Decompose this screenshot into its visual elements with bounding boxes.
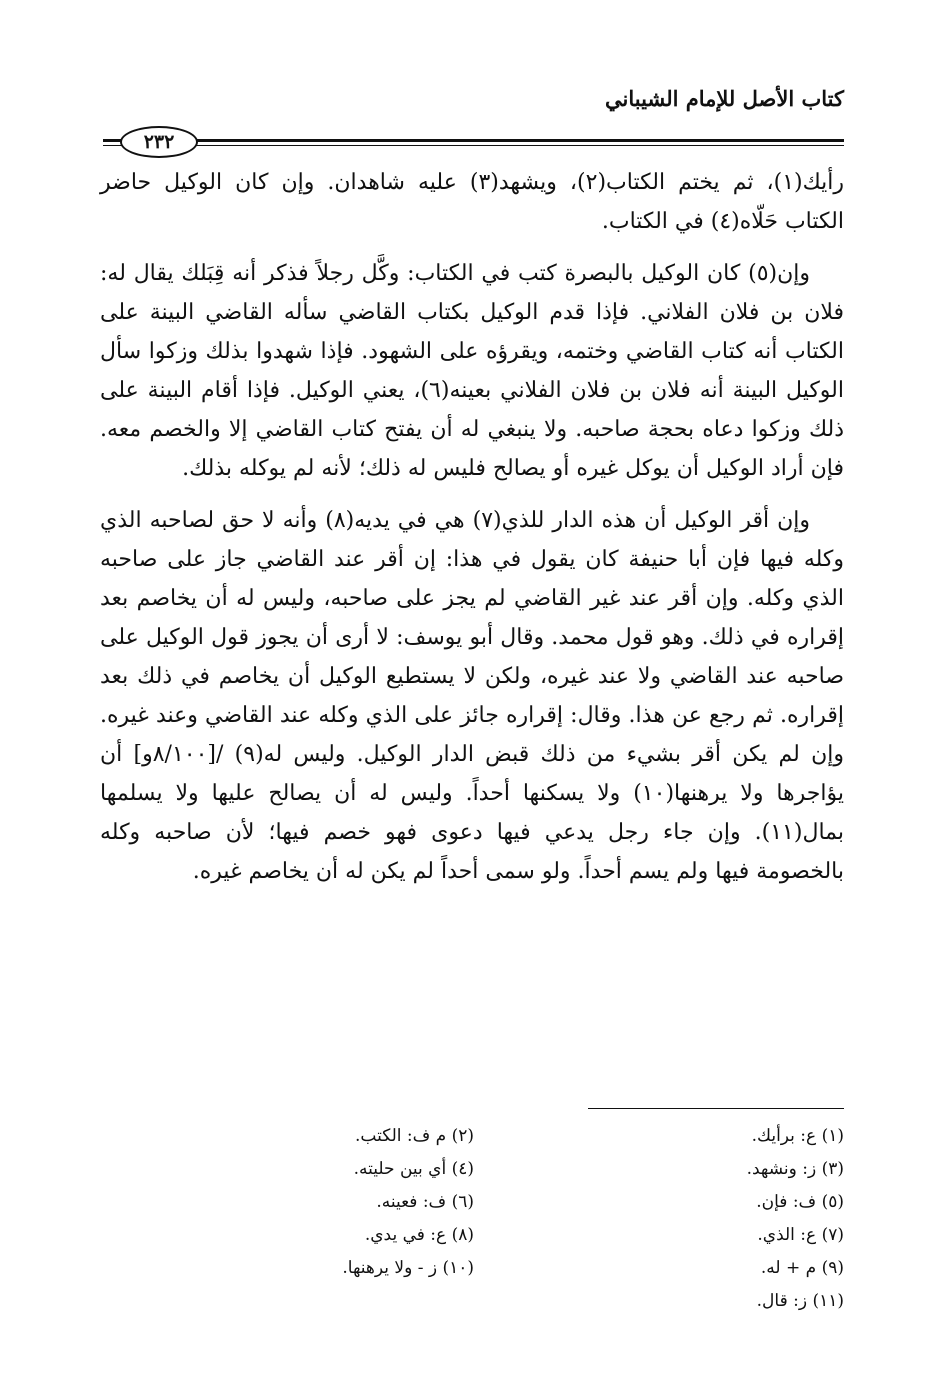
header-rule-thin — [103, 145, 844, 146]
footnote-row — [100, 1252, 844, 1285]
footnote-row — [100, 1186, 844, 1219]
footnote-1: (١) ع: برأيك. — [751, 1126, 844, 1146]
paragraph-2: وإن(٥) كان الوكيل بالبصرة كتب في الكتاب: وكَّل رجلاً فذكر أنه قِبَلك يقال له: فلان بن فلان الفلاني. فإذا قدم الوكيل بكتاب القاضي سأله القاضي البينة على الكتاب أنه كتاب القاضي وختمه، ويقرؤه على الشهود. فإذا شهدوا بذلك وزكوا سأل الوكيل البينة أنه فلان بن فلان الفلاني بعينه(٦)، يعني الوكيل. فإذا أقام البينة على ذلك وزكوا دعاه بحجة صاحبه. ولا ينبغي له أن يفتح كتاب القاضي إلا والخصم معه. فإن أراد الوكيل أن يوكل غيره أو يصالح فليس له ذلك؛ لأنه لم يوكله بذلك. — [100, 261, 844, 481]
footnote-4: (٤) أي بين حليته. — [353, 1159, 474, 1179]
footnote-11: (١١) ز: قال. — [756, 1291, 844, 1311]
paragraph-1: رأيك(١)، ثم يختم الكتاب(٢)، ويشهد(٣) عليه شاهدان. وإن كان الوكيل حاضر الكتاب حَلّاه(٤) في الكتاب. — [100, 170, 844, 234]
footnote-3: (٣) ز: ونشهد. — [746, 1159, 844, 1179]
footnote-10: (١٠) ز - ولا يرهنها. — [342, 1258, 474, 1278]
page-number: ٢٣٢ — [120, 126, 198, 158]
footnote-5: (٥) ف: فإن. — [756, 1192, 844, 1212]
body-text — [100, 163, 844, 904]
running-title: كتاب الأصل للإمام الشيباني — [605, 86, 844, 111]
footnote-row — [100, 1153, 844, 1186]
footnote-row — [100, 1285, 844, 1318]
footnote-8: (٨) ع: في يدي. — [364, 1225, 474, 1245]
footnote-row — [100, 1219, 844, 1252]
footnotes — [100, 1120, 844, 1318]
footnote-7: (٧) ع: الذي. — [757, 1225, 844, 1245]
footnote-separator — [588, 1108, 844, 1109]
footnote-9: (٩) م + له. — [760, 1258, 844, 1278]
footnote-row — [100, 1120, 844, 1153]
footnote-6: (٦) ف: فعينه. — [376, 1192, 474, 1212]
paragraph-3: وإن أقر الوكيل أن هذه الدار للذي(٧) هي في يديه(٨) وأنه لا حق لصاحبه الذي وكله فيها فإن أبا حنيفة كان يقول في هذا: إن أقر عند القاضي جاز على صاحبه الذي وكله. وإن أقر عند غير القاضي لم يجز على صاحبه، وليس له أن يخاصم بعد إقراره في ذلك. وهو قول محمد. وقال أبو يوسف: لا أرى أن يجوز قول الوكيل على صاحبه عند القاضي ولا عند غيره، ولكن لا يستطيع الوكيل أن يخاصم في ذلك بعد إقراره. ثم رجع عن هذا. وقال: إقراره جائز على الذي وكله عند القاضي وعند غيره. وإن لم يكن أقر بشيء من ذلك قبض الدار الوكيل. وليس له(٩) /[٨/١٠٠و] أن يؤاجرها ولا يرهنها(١٠) ولا يسكنها أحداً. وليس له أن يصالح عليها ولا يسلمها بمال(١١). وإن جاء رجل يدعي فيها دعوى فهو خصم فيها؛ لأن صاحبه وكله بالخصومة فيها ولم يسم أحداً. ولو سمى أحداً لم يكن له أن يخاصم غيره. — [100, 508, 845, 884]
footnote-2: (٢) م ف: الكتب. — [354, 1126, 474, 1146]
header-rule-thick — [103, 139, 844, 142]
